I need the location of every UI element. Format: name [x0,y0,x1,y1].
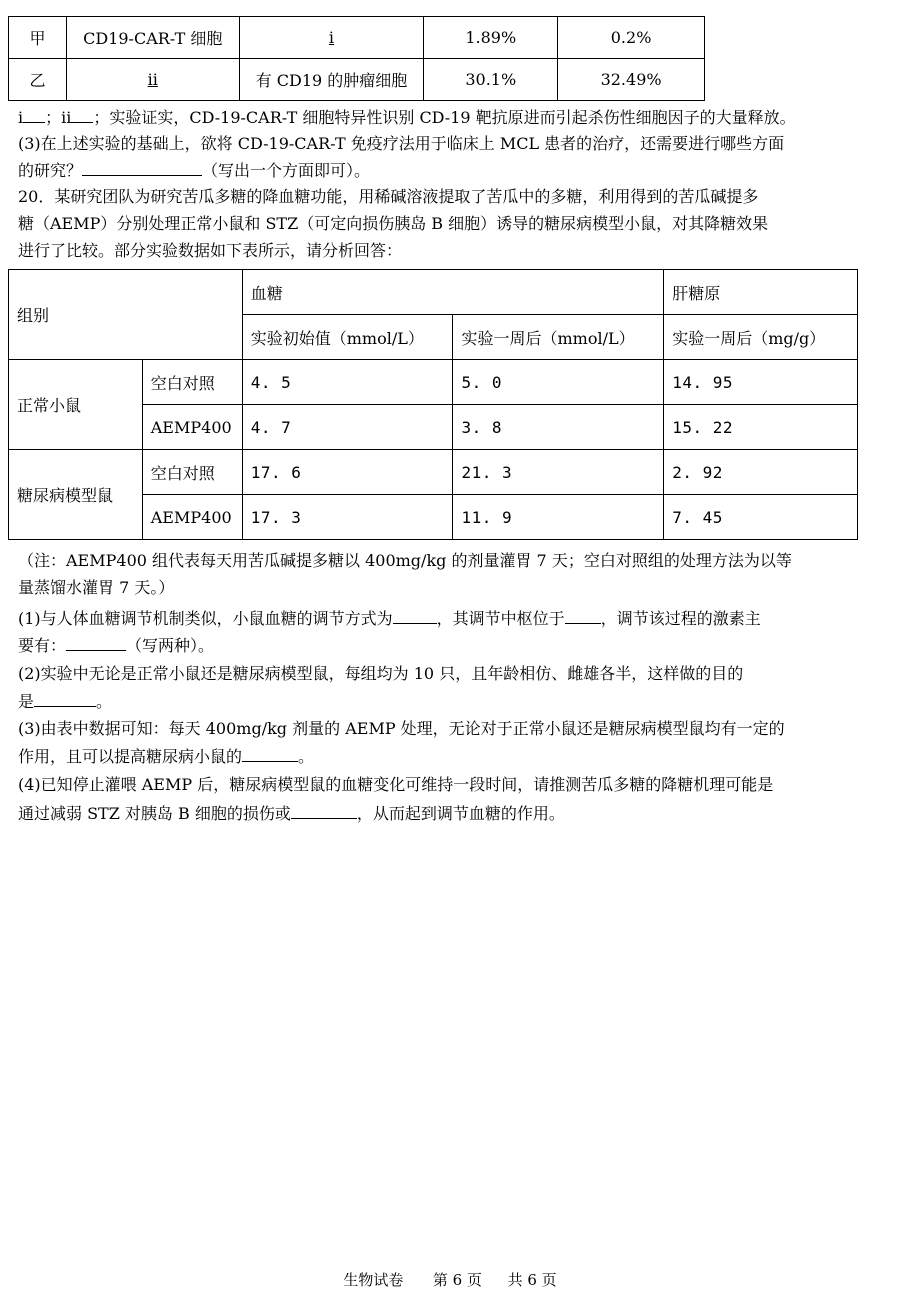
value-cell: 5. 0 [453,360,664,405]
q19-part3-line1: (3)在上述实验的基础上，欲将 CD-19-CAR-T 免疫疗法用于临床上 MCL 患者的治疗，还需要进行哪些方面 [18,134,785,153]
value-cell: 21. 3 [453,450,664,495]
table-cell: 乙 [9,59,67,101]
footer-page: 第 6 页 [432,1271,482,1289]
treatment-cell: AEMP400 [142,495,242,540]
blood-sugar-table [8,269,858,540]
table-cell: 30.1% [424,59,558,101]
treatment-cell: 空白对照 [142,360,242,405]
q20-intro-line: 糖（AEMP）分别处理正常小鼠和 STZ（可定向损伤胰岛 B 细胞）诱导的糖尿病模型小鼠，对其降糖效果 [18,214,769,233]
value-cell: 4. 7 [242,405,453,450]
value-cell: 3. 8 [453,405,664,450]
cell-killing-table [8,16,705,101]
table-row [9,450,858,495]
value-cell: 17. 6 [242,450,453,495]
table-cell [239,17,424,59]
page-footer [0,1269,900,1290]
table-row [9,17,705,59]
q20-part2-line1: (2)实验中无论是正常小鼠还是糖尿病模型鼠，每组均为 10 只，且年龄相仿、雌雄各半，这样做的目的 [18,664,744,683]
group-name: 正常小鼠 [9,360,143,450]
footer-total: 共 6 页 [507,1271,557,1289]
answer-blank[interactable] [82,159,202,176]
table-cell: 有 CD19 的肿瘤细胞 [239,59,424,101]
blank-label-i: i [328,28,335,47]
q20-part1-line1: (1)与人体血糖调节机制类似，小鼠血糖的调节方式为 ，其调节中枢位于 ，调节该过程的激素主 [18,609,761,628]
header-liver-glycogen: 肝糖原 [664,270,858,315]
answer-blank[interactable] [23,106,45,123]
table-note-line: （注：AEMP400 组代表每天用苦瓜碱提多糖以 400mg/kg 的剂量灌胃 7 天；空白对照组的处理方法为以等 [18,551,792,570]
table-cell: 32.49% [558,59,705,101]
answer-blank[interactable] [565,607,601,624]
header-initial: 实验初始值（mmol/L） [242,315,453,360]
header-blood-sugar: 血糖 [242,270,664,315]
value-cell: 11. 9 [453,495,664,540]
value-cell: 15. 22 [664,405,858,450]
q20-part3-line1: (3)由表中数据可知：每天 400mg/kg 剂量的 AEMP 处理，无论对于正常小鼠还是糖尿病模型鼠均有一定的 [18,719,785,738]
q19-answer-line: i ；ii ；实验证实，CD-19-CAR-T 细胞特异性识别 CD-19 靶抗原进而引起杀伤性细胞因子的大量释放。 [18,108,796,127]
table-row [9,59,705,101]
table-row [9,360,858,405]
value-cell: 4. 5 [242,360,453,405]
answer-blank[interactable] [393,607,437,624]
table-header-row [9,270,858,315]
answer-blank[interactable] [66,634,126,651]
answer-blank[interactable] [242,745,298,762]
table-cell: 甲 [9,17,67,59]
table-cell: 0.2% [558,17,705,59]
q20-part4-line1: (4)已知停止灌喂 AEMP 后，糖尿病模型鼠的血糖变化可维持一段时间，请推测苦瓜多糖的降糖机理可能是 [18,775,774,794]
answer-blank[interactable] [34,690,96,707]
header-glycogen-week: 实验一周后（mg/g） [664,315,858,360]
value-cell: 2. 92 [664,450,858,495]
q20-intro-line: 20．某研究团队为研究苦瓜多糖的降血糖功能，用稀碱溶液提取了苦瓜中的多糖，利用得到的苦瓜碱提多 [18,187,759,206]
q19-part3-line2: 的研究？ （写出一个方面即可）。 [18,161,371,180]
table-cell: 1.89% [424,17,558,59]
value-cell: 17. 3 [242,495,453,540]
group-name: 糖尿病模型鼠 [9,450,143,540]
q20-part2-line2: 是 。 [18,692,113,711]
answer-blank[interactable] [291,802,357,819]
header-group: 组别 [9,270,243,360]
q20-intro-line: 进行了比较。部分实验数据如下表所示，请分析回答： [18,241,403,260]
value-cell: 7. 45 [664,495,858,540]
treatment-cell: 空白对照 [142,450,242,495]
q20-part4-line2: 通过减弱 STZ 对胰岛 B 细胞的损伤或 ，从而起到调节血糖的作用。 [18,804,565,823]
q20-part3-line2: 作用，且可以提高糖尿病小鼠的 。 [18,747,315,766]
header-week: 实验一周后（mmol/L） [453,315,664,360]
q20-part1-line2: 要有： （写两种）。 [18,636,215,655]
table-cell [66,59,239,101]
table-note-line: 量蒸馏水灌胃 7 天。） [18,578,175,597]
table-cell: CD19-CAR-T 细胞 [66,17,239,59]
footer-subject: 生物试卷 [343,1271,404,1289]
treatment-cell: AEMP400 [142,405,242,450]
value-cell: 14. 95 [664,360,858,405]
answer-blank[interactable] [71,106,93,123]
blank-label-ii: ii [147,70,158,89]
